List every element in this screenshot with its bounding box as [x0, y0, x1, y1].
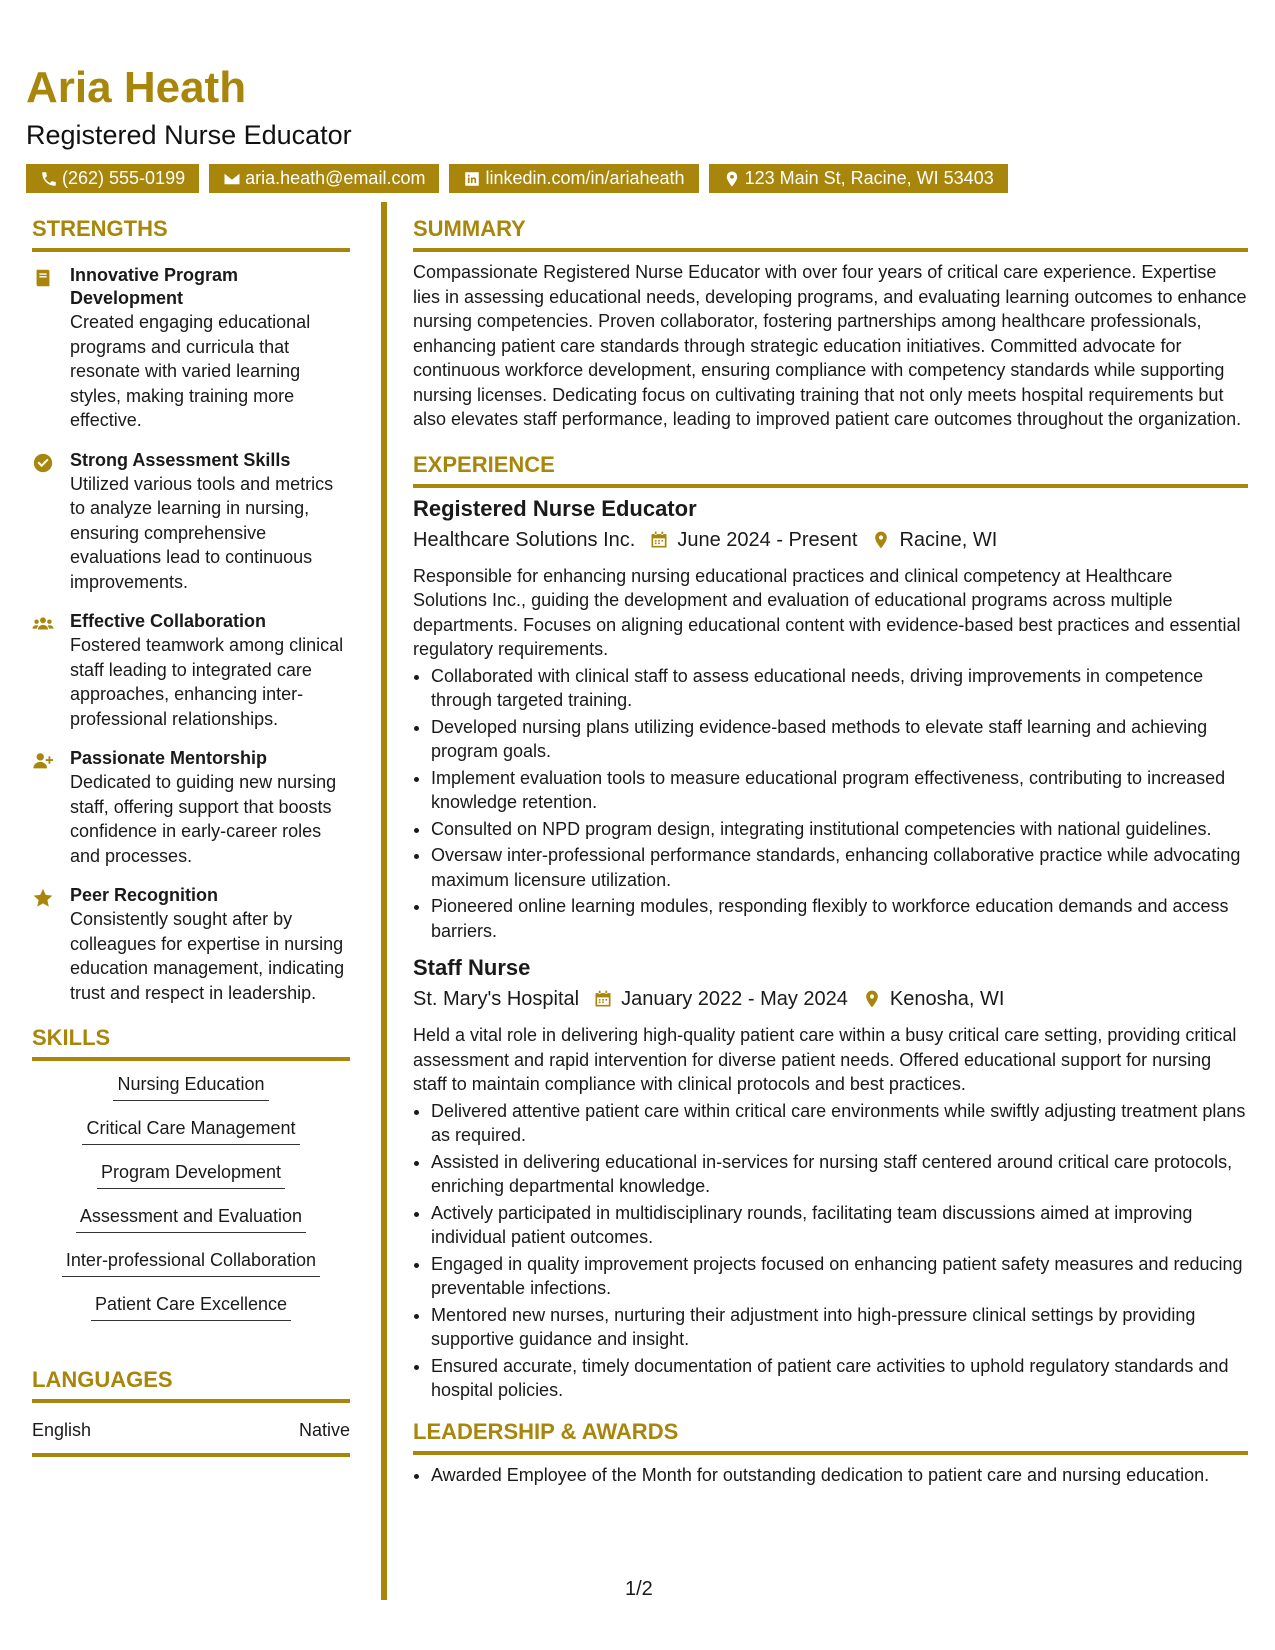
strength-desc: Consistently sought after by colleagues for expertise in nursing education management, indicating trust and respect in leadership. — [70, 909, 345, 1003]
contact-address — [709, 164, 1008, 193]
strength-item — [32, 747, 350, 868]
strength-item — [32, 610, 350, 731]
contact-phone[interactable] — [26, 164, 199, 193]
strength-title: Strong Assessment Skills — [70, 449, 291, 470]
job-description: Responsible for enhancing nursing educational practices and clinical competency at Healthcare Solutions Inc., guiding the development and evaluation of educational programs across multiple departments. Focuses on aligning educational content with evidence-based best practices and essential regulatory requirements. — [413, 565, 1241, 659]
section-rule — [413, 484, 1248, 488]
skill-item: Nursing Education — [113, 1072, 268, 1101]
job-bullet: • Delivered attentive patient care within critical care environments while swiftly adjusting treatment plans as required. — [431, 1099, 1248, 1148]
section-rule — [32, 248, 350, 252]
strength-desc: Utilized various tools and metrics to analyze learning in nursing, ensuring comprehensive evaluations lead to continuous improvements. — [70, 473, 334, 592]
languages-heading: LANGUAGES — [32, 1367, 173, 1392]
contact-linkedin[interactable] — [449, 164, 698, 193]
summary-section — [413, 212, 1248, 432]
strength-item — [32, 884, 350, 1005]
language-row — [32, 1417, 350, 1443]
job-bullet: • Assisted in delivering educational in-services for nursing staff centered around critical care protocols, enriching departmental knowledge. — [431, 1150, 1248, 1199]
section-rule — [32, 1399, 350, 1403]
awards-section — [413, 1415, 1248, 1488]
strength-desc: Fostered teamwork among clinical staff leading to integrated care approaches, enhancing inter-professional relationships. — [70, 635, 344, 729]
language-level: Native — [298, 1420, 350, 1440]
map-pin-icon — [871, 530, 891, 550]
phone-icon — [40, 170, 58, 188]
skill-item: Critical Care Management — [82, 1116, 299, 1145]
page-number: 1/2 — [625, 1578, 653, 1600]
strength-title: Peer Recognition — [70, 885, 219, 905]
job-bullet: • Consulted on NPD program design, integrating institutional competencies with national guidelines. — [431, 817, 1248, 842]
language-rule — [32, 1453, 350, 1457]
job-company: Healthcare Solutions Inc. — [413, 528, 636, 551]
job-bullet: • Pioneered online learning modules, responding flexibly to workforce education demands and access barriers. — [431, 894, 1248, 943]
section-rule — [413, 248, 1248, 252]
job-bullet: • Implement evaluation tools to measure educational program effectiveness, contributing to increased knowledge retention. — [431, 766, 1248, 815]
skills-heading: SKILLS — [32, 1025, 111, 1050]
right-column — [413, 212, 1248, 1489]
skill-item: Inter-professional Collaboration — [62, 1248, 320, 1277]
job-meta — [413, 983, 1248, 1015]
strength-desc: Created engaging educational programs and curricula that resonate with varied learning styles, making training more effective. — [70, 312, 311, 430]
strength-item — [32, 449, 350, 595]
job-bullet: • Engaged in quality improvement projects focused on enhancing patient safety measures and reducing preventable infections. — [431, 1252, 1248, 1301]
calendar-icon — [593, 989, 613, 1009]
languages-section — [32, 1363, 350, 1457]
calendar-icon — [649, 530, 669, 550]
job-entry — [413, 953, 1248, 1403]
strengths-section — [32, 212, 350, 1005]
job-dates: January 2022 - May 2024 — [621, 988, 848, 1010]
job-entry — [413, 494, 1248, 944]
skill-item: Assessment and Evaluation — [76, 1204, 306, 1233]
envelope-icon — [223, 170, 241, 188]
summary-text: Compassionate Registered Nurse Educator with over four years of critical care experience. Expertise lies in assessing educational needs, developing programs, and evaluating learning outcomes to enhance nursing competencies. Proven collaborator, fostering partnerships among healthcare professionals, enhancing patient care standards through strategic education initiatives. Committed advocate for continuous workforce development, ensuring compliance with competency standards while supporting nursing licenses. Dedicating focus on cultivating training that not only meets hospital requirements but also elevates staff performance, leading to improved patient care outcomes throughout the organization. — [413, 262, 1247, 429]
contact-address-text: 123 Main St, Racine, WI 53403 — [744, 168, 994, 188]
user-plus-icon — [32, 750, 54, 772]
skill-item: Patient Care Excellence — [91, 1292, 291, 1321]
job-description: Held a vital role in delivering high-quality patient care within a busy critical care setting, providing critical assessment and rapid intervention for diverse patient needs. Offered educational support for nursing staff to maintain compliance with clinical protocols and best practices. — [413, 1025, 1237, 1094]
job-bullets — [413, 1099, 1248, 1403]
strengths-heading: STRENGTHS — [32, 216, 168, 241]
job-bullet: • Actively participated in multidisciplinary rounds, facilitating team discussions aimed at improving individual patient outcomes. — [431, 1201, 1248, 1250]
section-rule — [32, 1057, 350, 1061]
award-item: • Awarded Employee of the Month for outstanding dedication to patient care and nursing education. — [431, 1463, 1248, 1488]
job-company: St. Mary's Hospital — [413, 988, 580, 1010]
job-bullet: • Collaborated with clinical staff to assess educational needs, driving improvements in competence through targeted training. — [431, 664, 1248, 713]
users-icon — [32, 613, 54, 635]
job-dates: June 2024 - Present — [677, 528, 858, 551]
job-bullet: • Ensured accurate, timely documentation of patient care activities to uphold regulatory standards and hospital policies. — [431, 1354, 1248, 1403]
contact-email-text: aria.heath@email.com — [245, 168, 426, 188]
candidate-role: Registered Nurse Educator — [26, 120, 352, 150]
job-bullet: • Oversaw inter-professional performance standards, enhancing collaborative practice while advocating maximum licensure utilization. — [431, 843, 1248, 892]
job-location: Racine, WI — [899, 528, 998, 551]
contact-phone-text: (262) 555-0199 — [62, 168, 186, 188]
check-circle-icon — [32, 452, 54, 474]
summary-heading: SUMMARY — [413, 216, 526, 241]
book-icon — [32, 267, 54, 289]
language-name: English — [32, 1420, 92, 1440]
experience-section — [413, 448, 1248, 1403]
job-bullet: • Developed nursing plans utilizing evidence-based methods to elevate staff learning and achieving program goals. — [431, 715, 1248, 764]
job-bullets — [413, 664, 1248, 944]
awards-heading: LEADERSHIP & AWARDS — [413, 1418, 679, 1444]
strength-desc: Dedicated to guiding new nursing staff, offering support that boosts confidence in early-career roles and processes. — [70, 772, 337, 866]
strength-title: Passionate Mentorship — [70, 748, 268, 768]
left-column — [32, 212, 350, 1457]
map-pin-icon — [862, 989, 882, 1009]
job-title: Staff Nurse — [413, 955, 531, 980]
job-bullet: • Mentored new nurses, nurturing their adjustment into high-pressure clinical settings by providing supportive guidance and insight. — [431, 1303, 1248, 1352]
column-divider — [381, 202, 387, 1600]
contact-email[interactable] — [209, 164, 439, 193]
linkedin-icon — [463, 170, 481, 188]
strength-item — [32, 264, 350, 433]
job-location: Kenosha, WI — [889, 988, 1005, 1010]
contact-bar — [26, 164, 1251, 193]
strength-title: Innovative Program Development — [70, 265, 239, 308]
contact-linkedin-text: linkedin.com/in/ariaheath — [485, 168, 685, 188]
resume-header — [26, 58, 1251, 193]
candidate-name: Aria Heath — [26, 63, 247, 112]
job-title: Registered Nurse Educator — [413, 495, 697, 521]
strength-title: Effective Collaboration — [70, 611, 267, 631]
star-icon — [32, 887, 54, 909]
skill-item: Program Development — [97, 1160, 285, 1189]
job-meta — [413, 524, 1248, 556]
experience-heading: EXPERIENCE — [413, 451, 555, 477]
section-rule — [413, 1451, 1248, 1455]
skills-section — [32, 1021, 350, 1331]
award-list — [413, 1463, 1248, 1488]
map-pin-icon — [723, 170, 741, 188]
